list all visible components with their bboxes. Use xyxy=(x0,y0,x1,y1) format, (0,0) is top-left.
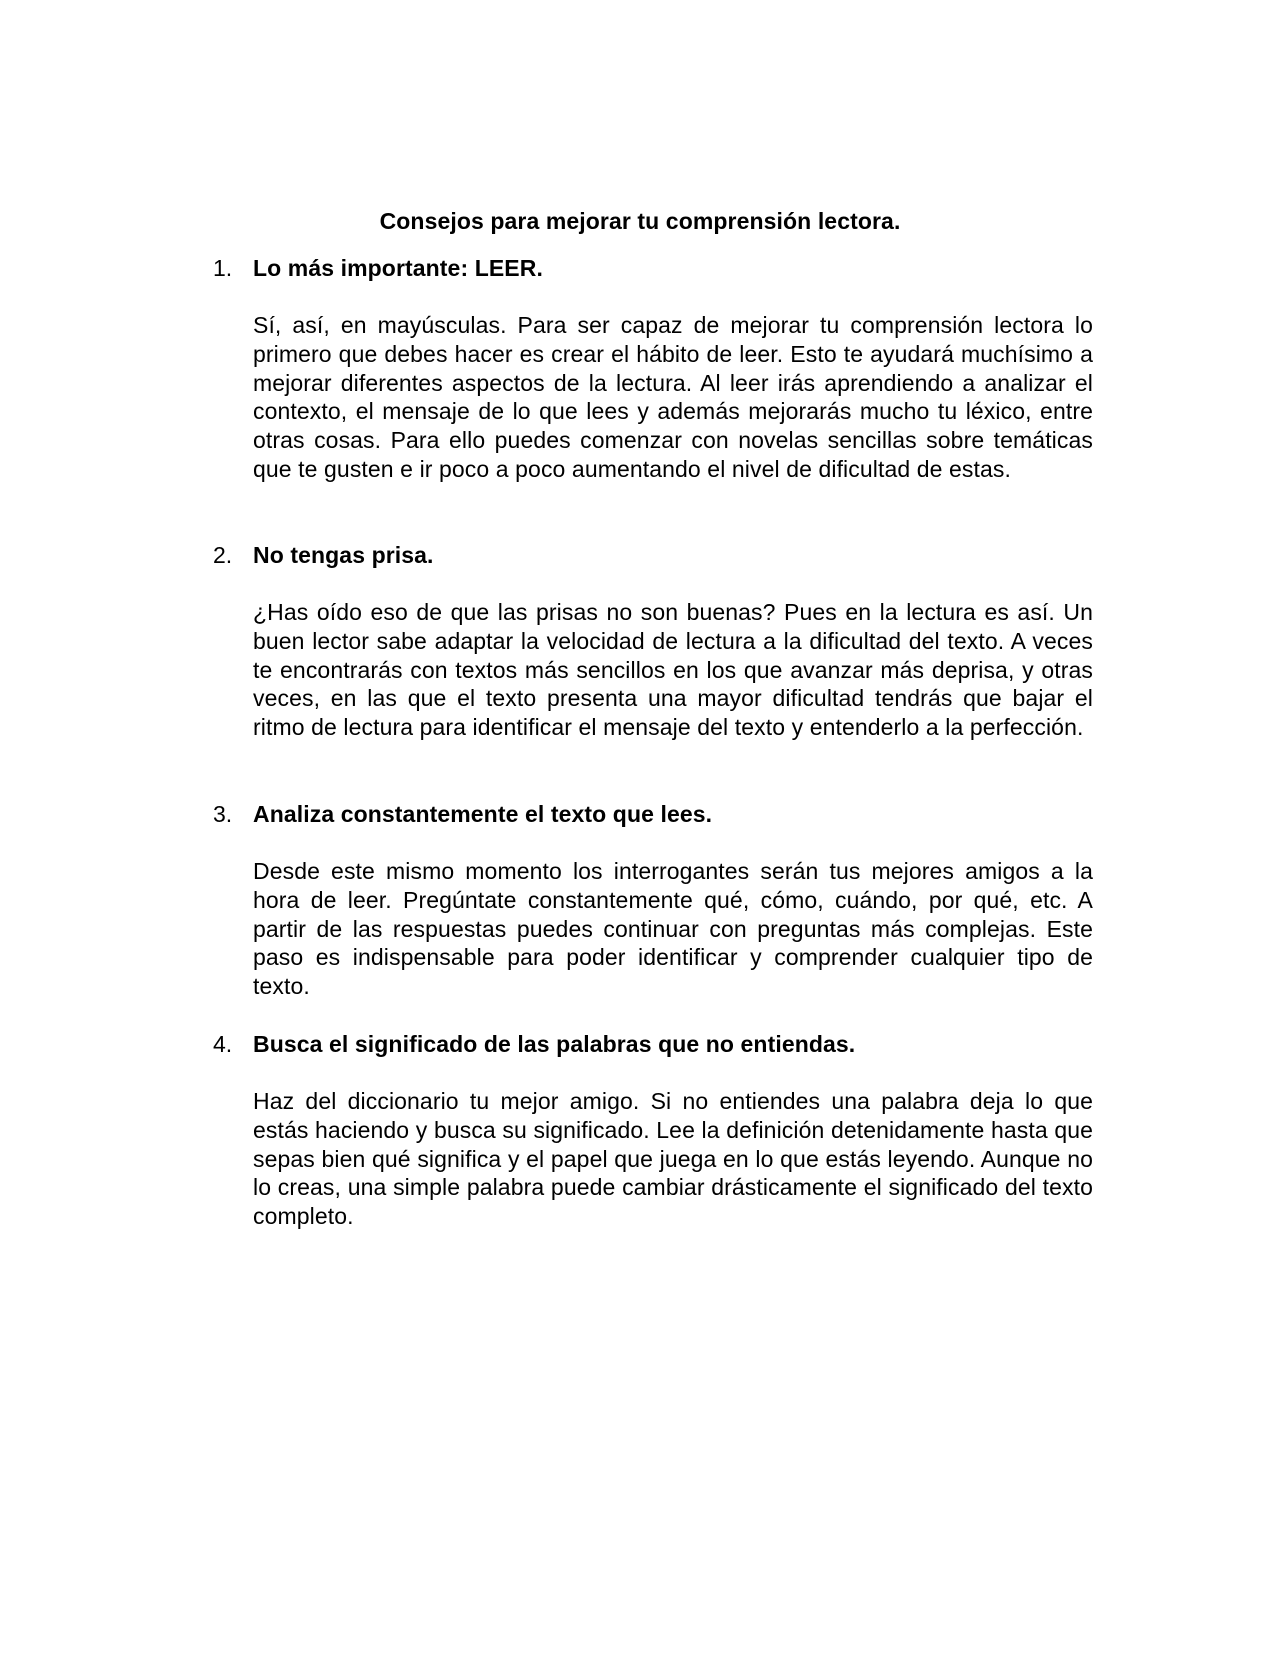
section-paragraph: Haz del diccionario tu mejor amigo. Si no entiendes una palabra deja lo que estás haciendo y busca su significado. Lee la definición detenidamente hasta que sepas bien qué significa y el papel que juega en lo que estás leyendo. Aunque no lo creas, una simple palabra puede cambiar drásticamente el significado del texto completo. xyxy=(253,1088,1093,1230)
list-number: 3. xyxy=(213,801,233,827)
section-paragraph: ¿Has oído eso de que las prisas no son buenas? Pues en la lectura es así. Un buen lector sabe adaptar la velocidad de lectura a la dificultad del texto. A veces te encontrarás con textos más sencillos en los que avanzar más deprisa, y otras veces, en las que el texto presenta una mayor dificultad tendrás que bajar el ritmo de lectura para identificar el mensaje del texto y entenderlo a la perfección. xyxy=(253,599,1093,741)
list-number: 2. xyxy=(213,542,233,568)
section-paragraph: Sí, así, en mayúsculas. Para ser capaz de mejorar tu comprensión lectora lo primero que debes hacer es crear el hábito de leer. Esto te ayudará muchísimo a mejorar diferentes aspectos de la lectura. Al leer irás aprendiendo a analizar el contexto, el mensaje de lo que lees y además mejorarás mucho tu léxico, entre otras cosas. Para ello puedes comenzar con novelas sencillas sobre temáticas que te gusten e ir poco a poco aumentando el nivel de dificultad de estas. xyxy=(253,312,1093,482)
list-number: 1. xyxy=(213,255,233,281)
section-heading: Lo más importante: LEER. xyxy=(253,255,543,281)
document-title: Consejos para mejorar tu comprensión lectora. xyxy=(379,208,901,234)
section-heading: Analiza constantemente el texto que lees. xyxy=(253,801,713,827)
section-heading: No tengas prisa. xyxy=(253,542,434,568)
section-paragraph: Desde este mismo momento los interrogantes serán tus mejores amigos a la hora de leer. Pregúntate constantemente qué, cómo, cuándo, por qué, etc. A partir de las respuestas puedes continuar con preguntas más complejas. Este paso es indispensable para poder identificar y comprender cualquier tipo de texto. xyxy=(253,858,1093,1000)
section-heading: Busca el significado de las palabras que no entiendas. xyxy=(253,1031,856,1057)
list-number: 4. xyxy=(213,1031,233,1057)
